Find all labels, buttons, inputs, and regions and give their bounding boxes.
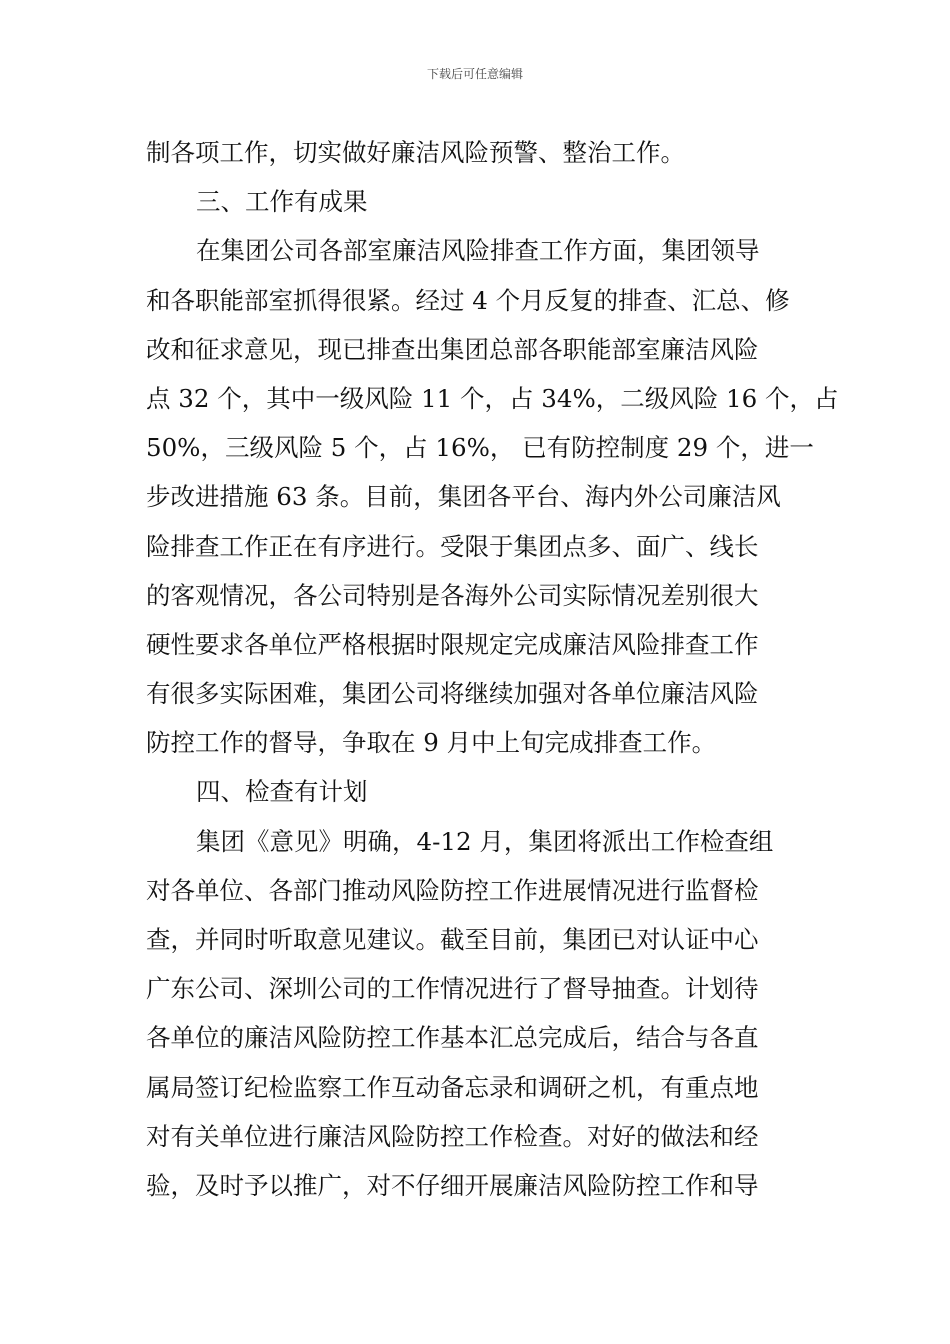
text-line: 险排查工作正在有序进行。受限于集团点多、面广、线长 (146, 531, 759, 561)
text-line: 50%，三级风险 5 个，占 16%， 已有防控制度 29 个，进一 (146, 433, 814, 463)
text-line: 三、工作有成果 (196, 187, 368, 217)
text-line: 验，及时予以推广，对不仔细开展廉洁风险防控工作和导 (146, 1170, 759, 1200)
text-line: 在集团公司各部室廉洁风险排查工作方面，集团领导 (196, 236, 760, 266)
text-line: 步改进措施 63 条。目前，集团各平台、海内外公司廉洁风 (146, 482, 781, 512)
text-line: 和各职能部室抓得很紧。经过 4 个月反复的排查、汇总、修 (146, 285, 790, 315)
text-line: 查，并同时听取意见建议。截至目前，集团已对认证中心 (146, 925, 759, 954)
text-line: 硬性要求各单位严格根据时限规定完成廉洁风险排查工作 (146, 629, 759, 659)
text-line: 属局签订纪检监察工作互动备忘录和调研之机，有重点地 (146, 1072, 759, 1102)
text-line: 广东公司、深圳公司的工作情况进行了督导抽查。计划待 (146, 974, 759, 1004)
text-line: 的客观情况，各公司特别是各海外公司实际情况差别很大 (146, 580, 759, 610)
text-line: 对有关单位进行廉洁风险防控工作检查。对好的做法和经 (146, 1121, 759, 1151)
document-body (146, 128, 839, 1210)
text-line: 对各单位、各部门推动风险防控工作进展情况进行监督检 (146, 875, 759, 905)
page-header: 下载后可任意编辑 (426, 67, 523, 81)
text-line: 四、检查有计划 (196, 777, 368, 807)
text-line: 点 32 个，其中一级风险 11 个，占 34%，二级风险 16 个，占 (146, 383, 839, 413)
text-line: 改和征求意见，现已排查出集团总部各职能部室廉洁风险 (146, 334, 759, 364)
text-line: 集团《意见》明确，4-12 月，集团将派出工作检查组 (196, 826, 774, 856)
text-line: 各单位的廉洁风险防控工作基本汇总完成后，结合与各直 (146, 1023, 759, 1053)
text-line: 有很多实际困难，集团公司将继续加强对各单位廉洁风险 (146, 679, 759, 709)
text-line: 防控工作的督导，争取在 9 月中上旬完成排查工作。 (146, 728, 717, 758)
text-line: 制各项工作，切实做好廉洁风险预警、整治工作。 (146, 138, 685, 167)
